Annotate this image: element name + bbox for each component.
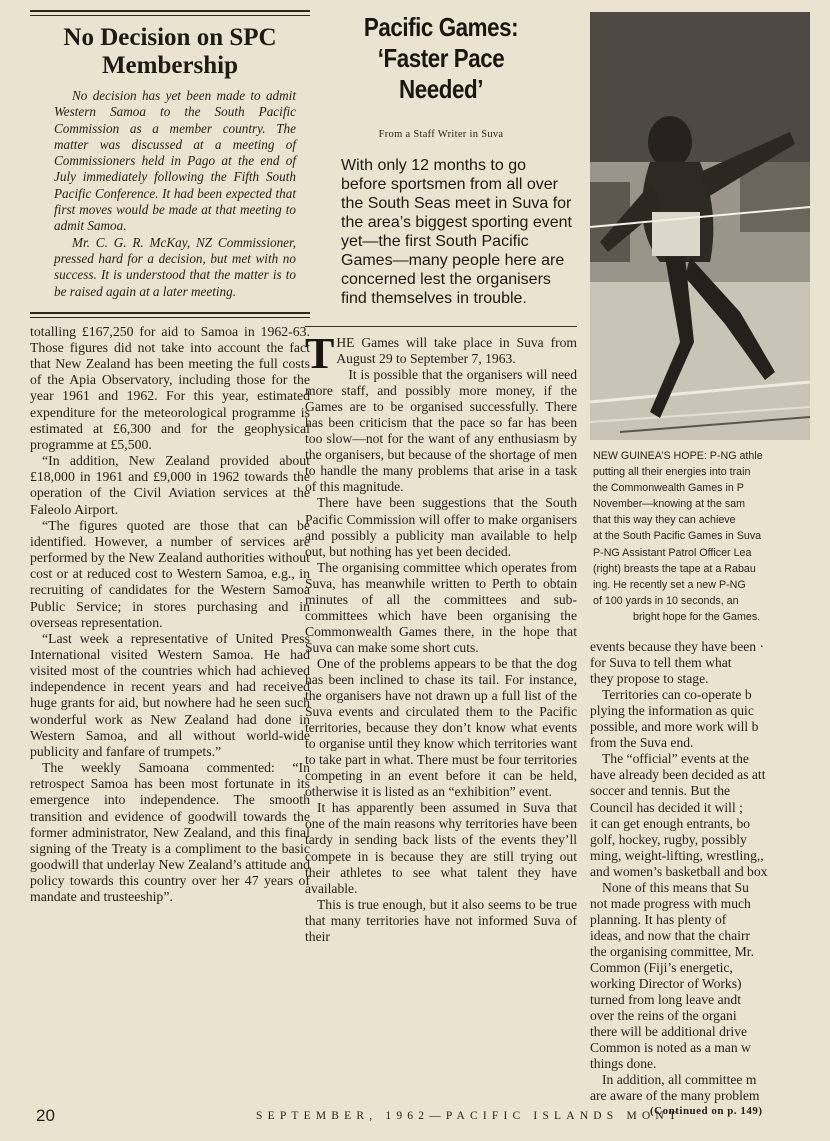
games-paragraph: It is possible that the organisers will need more staff, and possibly more money, if the Games are to be organised successfully. There has been criticism that the pace so far has been too slow—not for the want of any enthusiasm by the organisers, but because of the shortage of men to handle the many problems that arise in a task of this magnitude. <box>305 367 577 495</box>
games-title-line: Needed’ <box>399 74 483 104</box>
caption-line: P-NG Assistant Patrol Officer Lea <box>593 546 752 559</box>
caption-line: the Commonwealth Games in P <box>593 482 744 495</box>
first-paragraph-text: HE Games will take place in Suva from August 29 to September 7, 1963. <box>336 335 577 367</box>
games-title-line: ‘Faster Pace <box>377 43 505 73</box>
right-line: turned from long leave andt <box>590 992 741 1008</box>
page-footer <box>36 1106 801 1130</box>
games-article-body <box>305 329 577 945</box>
games-paragraph: One of the problems appears to be that the dog has been inclined to chase its tail. For instance, the organisers have not drawn up a full list of the Suva events and circulated them to the Pacific territories, because they don’t know what events to organise until they know which territories want to take part in what. There must be four territories competing in an event before it can be held, otherwise it is listed as an “exhibition” event. <box>305 655 577 800</box>
caption-line: (right) breasts the tape at a Rabau <box>593 562 756 575</box>
caption-line: bright hope for the Games. <box>633 610 761 623</box>
right-line: Common is noted as a man w <box>590 1040 751 1056</box>
middle-column <box>305 12 577 945</box>
right-line: it can get enough entrants, bo <box>590 815 751 831</box>
right-line: planning. It has plenty of <box>590 911 727 927</box>
right-line: None of this means that Su <box>602 879 749 895</box>
right-line: possible, and more work will b <box>590 719 759 735</box>
right-line: The “official” events at the <box>602 751 749 767</box>
byline: From a Staff Writer in Suva <box>378 129 504 140</box>
samoa-paragraph: The weekly Samoana commented: “In retrospect Samoa has been most fortunate in its emergence into independence. The smooth transition and evidence of goodwill towards the former administrator, New Zealand, and this final signing of the Treaty is a compliment to the basic goodwill that underlay New Zealand’s attitude and policy towards this country over her 47 years of mandate and trusteeship”. <box>30 760 310 905</box>
right-line: they propose to stage. <box>590 671 709 687</box>
games-article-title <box>324 12 558 105</box>
photo-caption <box>593 448 823 625</box>
right-line: ideas, and now that the chairr <box>590 927 751 943</box>
right-line: ming, weight-lifting, wrestling,, <box>590 847 764 863</box>
spc-article-title: No Decision on SPC Membership <box>63 24 277 79</box>
right-line: Territories can co-operate b <box>602 687 752 703</box>
right-line: for Suva to tell them what <box>590 655 732 671</box>
right-line: are aware of the many problem <box>590 1088 760 1104</box>
games-first-paragraph <box>305 329 577 378</box>
right-line: events because they have been · <box>590 639 764 655</box>
section-rule <box>305 326 577 327</box>
right-line: things done. <box>590 1056 657 1072</box>
spc-article-body <box>30 88 310 300</box>
spc-paragraph: No decision has yet been made to admit Western Samoa to the South Pacific Commission as a member country. The matter was discussed at a meeting of Commissioners held in Pago at the end of July immediately following the Fifth South Pacific Conference. It had been expected that first moves would be made at that meeting to admit Samoa. <box>54 88 296 234</box>
caption-line: that this way they can achieve <box>593 514 736 527</box>
games-intro: With only 12 months to go before sportsmen from all over the South Seas meet in Suva for the area’s biggest sporting event yet—the first South Pacific Games—many people here are concerned lest the organisers find themselves in trouble. <box>341 157 572 307</box>
caption-line: of 100 yards in 10 seconds, an <box>593 594 739 607</box>
right-line: working Director of Works) <box>590 976 742 992</box>
caption-line: November—knowing at the sam <box>593 498 746 511</box>
right-line: soccer and tennis. But the <box>590 783 731 799</box>
right-column <box>590 12 801 1118</box>
right-line: Common (Fiji’s energetic, <box>590 959 733 975</box>
games-paragraph: It has apparently been assumed in Suva that one of the main reasons why territories have been tardy in sending back lists of the events they’ll compete in is because they are still trying out their athletes to see what talent they have available. <box>305 800 577 896</box>
right-line: not made progress with much <box>590 895 751 911</box>
caption-line: NEW GUINEA’S HOPE: P-NG athle <box>593 450 763 462</box>
games-paragraph: This is true enough, but it also seems to be true that many territories have not informed Suva of their <box>305 896 577 944</box>
left-column <box>30 10 310 905</box>
section-rule <box>30 312 310 318</box>
footer-publication: SEPTEMBER, 1962—PACIFIC ISLANDS MONT <box>256 1110 682 1122</box>
samoa-paragraph: totalling £167,250 for aid to Samoa in 1962-63. Those figures did not take into account the fact that New Zealand has been meeting the full costs of the Apia Observatory, including those for the year 1961 and 1962. For this year, estimated expenditure for the meteorological programme is estimated at £6,300 and for the geophysical programme at £5,500. <box>30 323 310 452</box>
right-line: over the reins of the organi <box>590 1008 737 1024</box>
right-line: In addition, all committee m <box>602 1072 757 1088</box>
right-line: the organising committee, Mr. <box>590 943 754 959</box>
samoa-paragraph: “Last week a representative of United Press International visited Western Samoa. He had visited most of the countries which had achieved independence in recent years and had received huge grants for aid, but nowhere had he seen such wonderful work as New Zealand had done in Western Samoa, and all without world-wide publicity and fanfare of trumpets.” <box>30 630 310 759</box>
right-line: golf, hockey, rugby, possibly <box>590 831 747 847</box>
right-line: have already been decided as att <box>590 767 766 783</box>
caption-line: putting all their energies into train <box>593 466 751 479</box>
drop-cap: T <box>305 329 335 378</box>
samoa-aid-continued <box>30 324 310 906</box>
athlete-photo-illustration <box>590 12 810 440</box>
right-line: from the Suva end. <box>590 735 694 751</box>
continued-note: (Continued on p. 149) <box>650 1105 763 1118</box>
right-line: there will be additional drive <box>590 1024 748 1040</box>
right-line: plying the information as quic <box>590 703 754 719</box>
games-paragraph: There have been suggestions that the South Pacific Commission will offer to make organisers and possibly a publicity man available to help out, but nothing has yet been decided. <box>305 495 577 559</box>
games-article-continued <box>590 639 830 1117</box>
right-line: and women’s basketball and box <box>590 863 768 879</box>
games-title-line: Pacific Games: <box>363 12 519 42</box>
caption-line: at the South Pacific Games in Suva <box>593 530 762 543</box>
caption-line: ing. He recently set a new P-NG <box>593 578 746 591</box>
samoa-paragraph: “The figures quoted are those that can be identified. However, a number of services are performed by the New Zealand authorities without cost or at reduced cost to Western Samoa, e.g., in recruiting of candidates for the Western Samoa Public Service; in stores purchasing and in overseas representation. <box>30 517 310 630</box>
athlete-photo <box>590 12 810 440</box>
page-number: 20 <box>36 1106 55 1125</box>
games-paragraph: The organising committee which operates from Suva, has meanwhile written to Perth to obtain minutes of all the committees and sub-committees which have been organising the Commonwealth Games there, in the hope that Suva can make some short cuts. <box>305 559 577 655</box>
spc-paragraph: Mr. C. G. R. McKay, NZ Commissioner, pressed hard for a decision, but met with no success. It is understood that the matter is to be raised again at a later meeting. <box>54 234 296 299</box>
top-rule <box>30 10 310 16</box>
samoa-paragraph: “In addition, New Zealand provided about £18,000 in 1961 and £9,000 in 1962 towards the operation of the Civil Aviation services at the Faleolo Airport. <box>30 453 310 517</box>
right-line: Council has decided it will ; <box>590 799 743 815</box>
